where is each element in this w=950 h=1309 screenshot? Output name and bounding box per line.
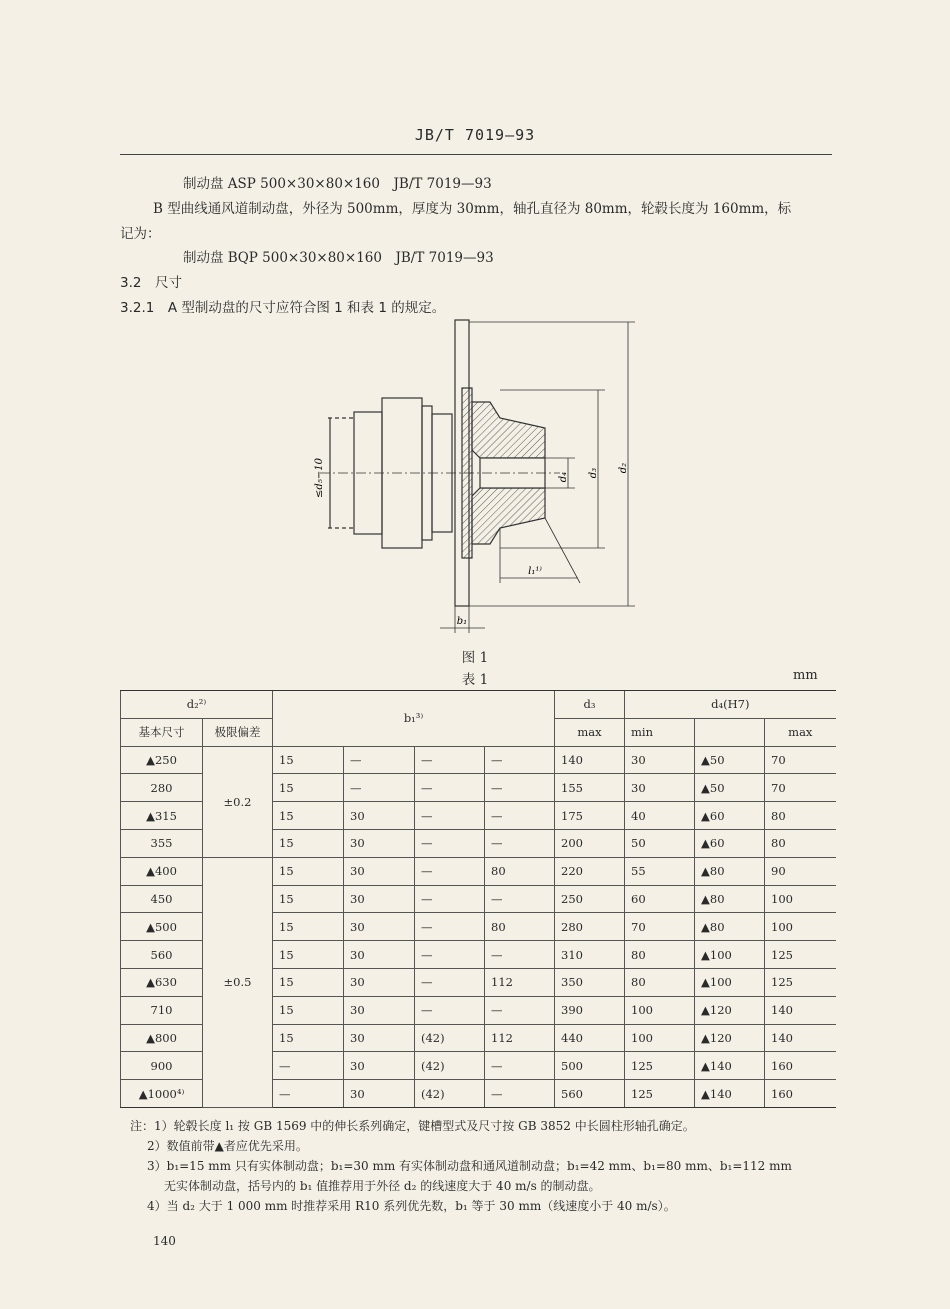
cell-d4-min: 30 <box>625 746 695 774</box>
cell-b1: 15 <box>273 857 344 885</box>
cell-d4-min: 40 <box>625 802 695 830</box>
cell-b1: — <box>485 885 555 913</box>
cell-d4-pref: ▲50 <box>695 774 765 802</box>
cell-b1: (42) <box>415 1024 485 1052</box>
cell-b1: — <box>415 996 485 1024</box>
cell-d2: 710 <box>121 996 203 1024</box>
head-d4-max: max <box>765 718 836 746</box>
cell-tolerance: ±0.5 <box>203 857 273 1107</box>
cell-b1: 80 <box>485 913 555 941</box>
cell-b1: — <box>273 1052 344 1080</box>
head-d4: d₄(H7) <box>625 691 836 719</box>
cell-d4-pref: ▲100 <box>695 941 765 969</box>
cell-d4-max: 125 <box>765 941 836 969</box>
cell-d4-min: 60 <box>625 885 695 913</box>
marking-example-b: 制动盘 BQP 500×30×80×160 JB/T 7019—93 <box>183 250 494 266</box>
cell-b1: 15 <box>273 941 344 969</box>
cell-b1: — <box>344 746 415 774</box>
cell-d4-min: 55 <box>625 857 695 885</box>
cell-d3: 280 <box>555 913 625 941</box>
label-d5: ≤d₅−10 <box>314 458 325 498</box>
cell-d3: 140 <box>555 746 625 774</box>
cell-d4-min: 50 <box>625 829 695 857</box>
cell-b1: 15 <box>273 913 344 941</box>
cell-d2: 280 <box>121 774 203 802</box>
cell-d3: 390 <box>555 996 625 1024</box>
cell-d2: 560 <box>121 941 203 969</box>
cell-d3: 250 <box>555 885 625 913</box>
cell-b1: — <box>273 1080 344 1108</box>
cell-d4-min: 100 <box>625 1024 695 1052</box>
note-3-cont: 无实体制动盘，括号内的 b₁ 值推荐用于外径 d₂ 的线速度大于 40 m/s 的制动盘。 <box>164 1179 601 1193</box>
cell-b1: 15 <box>273 746 344 774</box>
cell-b1: — <box>485 746 555 774</box>
cell-b1: 15 <box>273 802 344 830</box>
head-b1: b₁³⁾ <box>273 691 555 747</box>
cell-b1: 80 <box>485 857 555 885</box>
table-caption: 表 1 <box>461 672 489 688</box>
cell-b1: — <box>485 802 555 830</box>
cell-b1: (42) <box>415 1052 485 1080</box>
cell-b1: 30 <box>344 829 415 857</box>
table-row <box>121 746 836 774</box>
cell-d4-min: 80 <box>625 968 695 996</box>
cell-b1: — <box>415 857 485 885</box>
label-l1: l₁¹⁾ <box>528 566 542 577</box>
head-d3-max: max <box>555 718 625 746</box>
cell-b1: — <box>485 996 555 1024</box>
cell-b1: 15 <box>273 996 344 1024</box>
note-2: 2）数值前带▲者应优先采用。 <box>147 1139 308 1153</box>
note-4: 4）当 d₂ 大于 1 000 mm 时推荐采用 R10 系列优先数，b₁ 等于 30 mm（线速度小于 40 m/s）。 <box>147 1199 676 1213</box>
table-unit: mm <box>793 668 818 683</box>
table-row <box>121 857 836 885</box>
cell-d2: ▲315 <box>121 802 203 830</box>
cell-d3: 560 <box>555 1080 625 1108</box>
cell-b1: 15 <box>273 829 344 857</box>
cell-d2: ▲800 <box>121 1024 203 1052</box>
cell-b1: 15 <box>273 774 344 802</box>
cell-d2: 900 <box>121 1052 203 1080</box>
cell-b1: — <box>485 829 555 857</box>
cell-d3: 155 <box>555 774 625 802</box>
cell-b1: — <box>415 829 485 857</box>
cell-b1: 15 <box>273 1024 344 1052</box>
cell-b1: 15 <box>273 885 344 913</box>
cell-d4-pref: ▲100 <box>695 968 765 996</box>
cell-b1: (42) <box>415 1080 485 1108</box>
marking-example-a: 制动盘 ASP 500×30×80×160 JB/T 7019—93 <box>183 176 492 192</box>
cell-d4-pref: ▲80 <box>695 913 765 941</box>
cell-b1: — <box>415 885 485 913</box>
cell-b1: — <box>415 941 485 969</box>
cell-d2: ▲250 <box>121 746 203 774</box>
label-d4: d₄ <box>558 471 569 483</box>
cell-b1: 30 <box>344 857 415 885</box>
paragraph-b-type: B 型曲线通风道制动盘，外径为 500mm，厚度为 30mm，轴孔直径为 80mm，轮毂长度为 160mm，标 <box>153 201 792 217</box>
page-number: 140 <box>153 1234 176 1248</box>
cell-d4-max: 90 <box>765 857 836 885</box>
cell-d3: 500 <box>555 1052 625 1080</box>
section-3-2-1: 3.2.1 A 型制动盘的尺寸应符合图 1 和表 1 的规定。 <box>120 300 446 316</box>
head-d4-min: min <box>625 718 695 746</box>
cell-d2: ▲1000⁴⁾ <box>121 1080 203 1108</box>
cell-d4-pref: ▲140 <box>695 1080 765 1108</box>
cell-d4-max: 100 <box>765 913 836 941</box>
head-basic-size: 基本尺寸 <box>121 718 203 746</box>
cell-d2: ▲400 <box>121 857 203 885</box>
cell-d4-min: 70 <box>625 913 695 941</box>
cell-b1: — <box>485 774 555 802</box>
cell-b1: 30 <box>344 913 415 941</box>
cell-b1: — <box>415 746 485 774</box>
dimension-table <box>120 690 836 1108</box>
head-d3: d₃ <box>555 691 625 719</box>
cell-d2: 355 <box>121 829 203 857</box>
label-d2: d₂ <box>618 462 629 474</box>
head-d4-blank <box>695 718 765 746</box>
cell-b1: 15 <box>273 968 344 996</box>
cell-d4-max: 100 <box>765 885 836 913</box>
cell-d3: 175 <box>555 802 625 830</box>
running-header: JB/T 7019—93 <box>414 126 536 144</box>
cell-d4-max: 160 <box>765 1080 836 1108</box>
cell-d3: 200 <box>555 829 625 857</box>
cell-d4-pref: ▲120 <box>695 996 765 1024</box>
cell-tolerance: ±0.2 <box>203 746 273 857</box>
cell-b1: — <box>485 1080 555 1108</box>
label-d3: d₃ <box>588 467 599 479</box>
cell-d3: 310 <box>555 941 625 969</box>
note-3: 3）b₁=15 mm 只有实体制动盘；b₁=30 mm 有实体制动盘和通风道制动盘；b₁=42 mm、b₁=80 mm、b₁=112 mm <box>147 1159 792 1173</box>
cell-b1: 30 <box>344 1024 415 1052</box>
cell-d4-min: 80 <box>625 941 695 969</box>
table-notes <box>130 1116 792 1216</box>
cell-d3: 350 <box>555 968 625 996</box>
cell-b1: 30 <box>344 885 415 913</box>
cell-d4-pref: ▲80 <box>695 885 765 913</box>
header-rule <box>120 154 832 155</box>
cell-b1: 30 <box>344 996 415 1024</box>
paragraph-b-type-cont: 记为： <box>120 226 161 242</box>
cell-b1: 30 <box>344 1052 415 1080</box>
cell-b1: 30 <box>344 941 415 969</box>
cell-d4-pref: ▲60 <box>695 802 765 830</box>
cell-b1: 30 <box>344 802 415 830</box>
cell-d2: 450 <box>121 885 203 913</box>
note-1: 注：1）轮毂长度 l₁ 按 GB 1569 中的伸长系列确定，键槽型式及尺寸按 GB 3852 中长圆柱形轴孔确定。 <box>130 1119 695 1133</box>
cell-b1: — <box>485 941 555 969</box>
cell-d4-min: 125 <box>625 1080 695 1108</box>
cell-b1: — <box>344 774 415 802</box>
head-tolerance: 极限偏差 <box>203 718 273 746</box>
cell-d4-max: 70 <box>765 746 836 774</box>
cell-d3: 220 <box>555 857 625 885</box>
cell-d4-max: 160 <box>765 1052 836 1080</box>
head-d2: d₂²⁾ <box>121 691 273 719</box>
cell-d4-max: 140 <box>765 1024 836 1052</box>
cell-b1: 30 <box>344 1080 415 1108</box>
cell-d4-max: 80 <box>765 829 836 857</box>
cell-b1: — <box>415 802 485 830</box>
cell-d4-min: 125 <box>625 1052 695 1080</box>
cell-b1: — <box>415 968 485 996</box>
cell-d4-pref: ▲140 <box>695 1052 765 1080</box>
cell-b1: 112 <box>485 968 555 996</box>
cell-d4-min: 30 <box>625 774 695 802</box>
cell-b1: — <box>415 913 485 941</box>
cell-d4-max: 80 <box>765 802 836 830</box>
cell-d4-pref: ▲80 <box>695 857 765 885</box>
section-3-2: 3.2 尺寸 <box>120 275 182 291</box>
label-b1: b₁ <box>456 616 468 627</box>
cell-b1: 112 <box>485 1024 555 1052</box>
cell-d4-max: 140 <box>765 996 836 1024</box>
cell-b1: — <box>485 1052 555 1080</box>
figure-1-drawing <box>300 318 660 650</box>
cell-b1: — <box>415 774 485 802</box>
cell-d4-pref: ▲60 <box>695 829 765 857</box>
cell-b1: 30 <box>344 968 415 996</box>
cell-d4-max: 70 <box>765 774 836 802</box>
cell-d3: 440 <box>555 1024 625 1052</box>
cell-d2: ▲500 <box>121 913 203 941</box>
cell-d4-min: 100 <box>625 996 695 1024</box>
cell-d4-pref: ▲120 <box>695 1024 765 1052</box>
cell-d4-max: 125 <box>765 968 836 996</box>
figure-caption: 图 1 <box>461 650 489 666</box>
cell-d4-pref: ▲50 <box>695 746 765 774</box>
cell-d2: ▲630 <box>121 968 203 996</box>
